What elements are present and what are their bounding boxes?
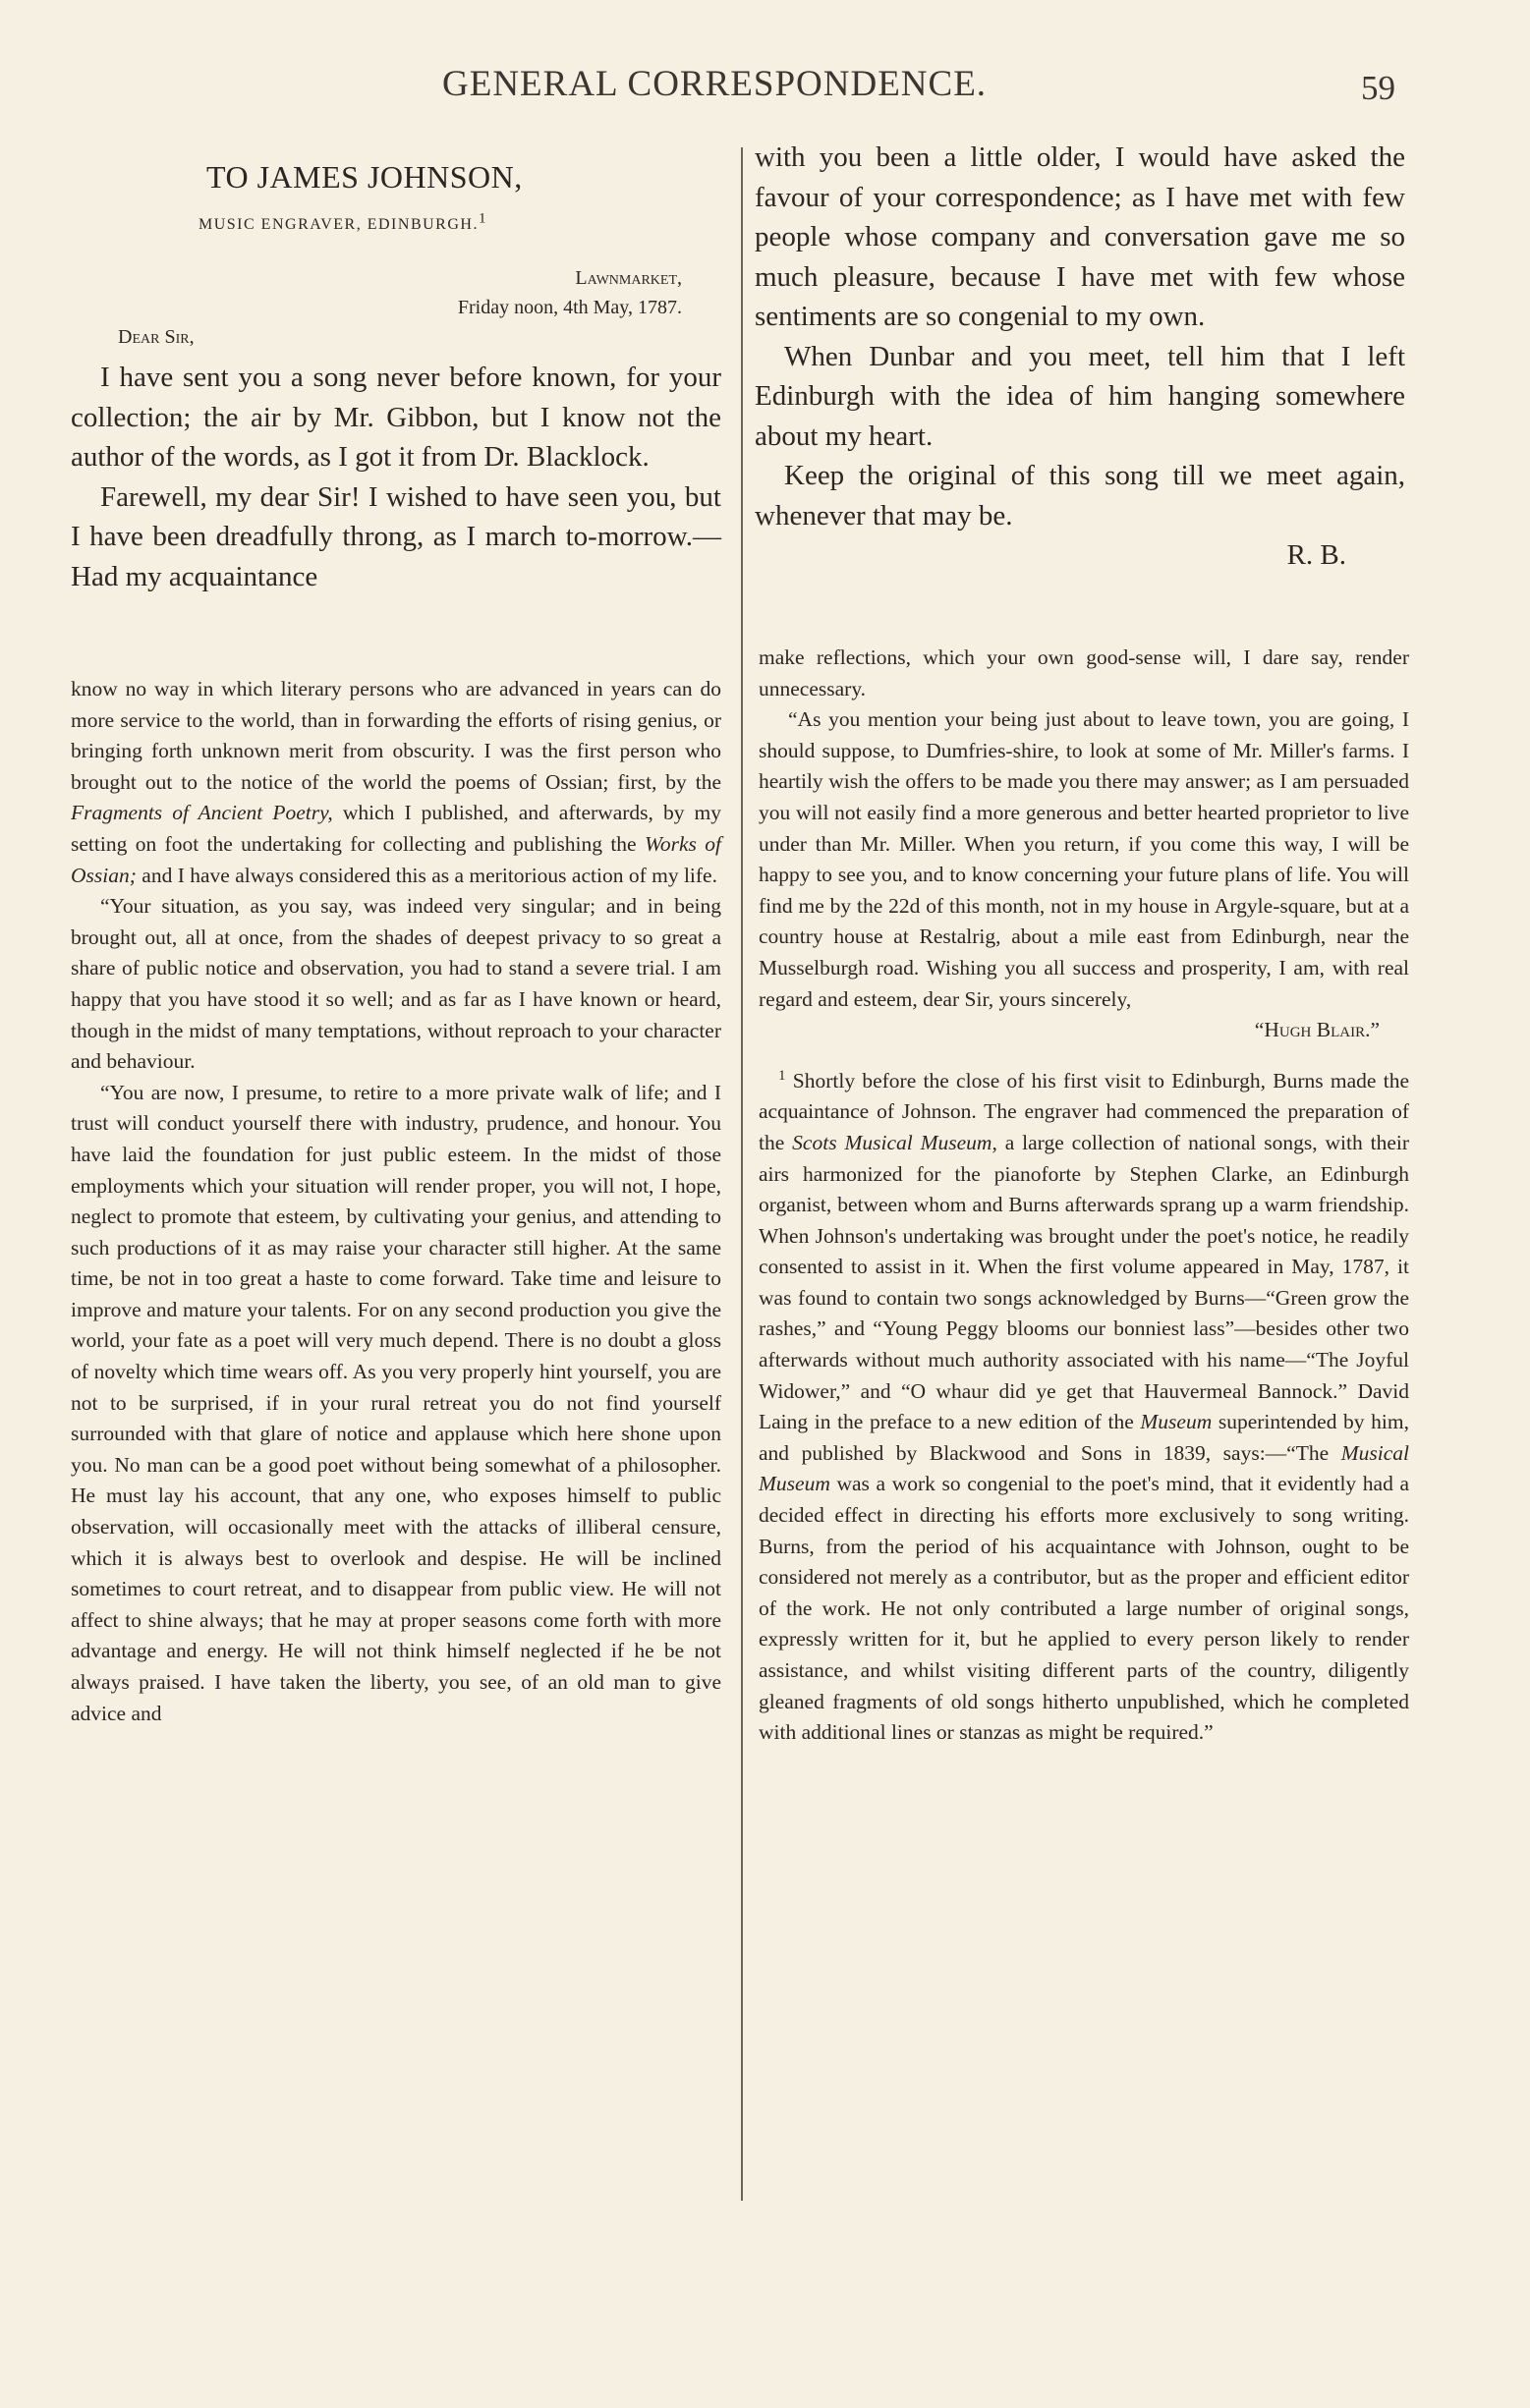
blair-p1-italic-title-2: Works of Ossian; — [71, 831, 721, 887]
footnote-italic-3: Musical Museum — [759, 1440, 1409, 1496]
footnote-reference: 1 — [478, 210, 487, 227]
letter-subtitle — [198, 210, 721, 236]
blair-p1-text-c: and I have always considered this as a meritorious action of my life. — [136, 863, 717, 887]
blair-paragraph-1 — [71, 674, 721, 891]
footnote-italic-1: Scots Musical Museum, — [792, 1130, 997, 1154]
blair-paragraph-3-continued: make reflections, which your own good-sense will, I dare say, render unnecessary. — [759, 645, 1409, 700]
footnote-text-a: Shortly before the close of his first visit to Edinburgh, Burns made the acquaintance of Johnson. The engraver had commenced the preparation of the — [759, 1068, 1409, 1154]
page-number: 59 — [1361, 69, 1395, 107]
blair-p1-italic-title-1: Fragments of Ancient Poetry, — [71, 801, 333, 825]
blair-letter-left — [71, 674, 721, 1729]
footnote-text-d: was a work so congenial to the poet's mind, that it evidently had a decided effect in directing his efforts more exclusively to song writing. Burns, from the period of his acquaintance with Johnson, ought to be considered not merely as a contributor, but as the proper and efficient editor of the work. He not only contributed a large number of original songs, expressly written for it, but he applied to every person likely to render assistance, and whilst visiting different parts of the country, diligently gleaned fragments of old songs hitherto unpublished, which he completed with additional lines or stanzas as might be required.” — [759, 1472, 1409, 1745]
letter-salutation: Dear Sir, — [118, 326, 195, 348]
blair-paragraph-4: “As you mention your being just about to leave town, you are going, I should suppose, to Dumfries-shire, to look at some of Mr. Miller's farms. I heartily wish the offers to be made you there may answer; as I am persuaded you will not easily find a more generous and better hearted proprietor to live under than Mr. Miller. When you return, if you come this way, I will be happy to see you, and to know concerning your future plans of life. You will find me by the 22d of this month, not in my house in Argyle-square, but at a country house at Restalrig, about a mile east from Edinburgh, near the Musselburgh road. Wishing you all success and prosperity, I am, with real regard and esteem, dear Sir, yours sincerely, — [759, 707, 1409, 1011]
letter-paragraph-1: I have sent you a song never before known, for your collection; the air by Mr. Gibbon, but I know not the author of the words, as I got it from Dr. Blacklock. — [71, 362, 721, 473]
letter-paragraph-2-continued: with you been a little older, I would have asked the favour of your correspondence; as I have met with few people whose company and conversation gave me so much pleasure, because I have met with few whose sentiments are so congenial to my own. — [755, 141, 1405, 332]
letter-subtitle-text: MUSIC ENGRAVER, EDINBURGH. — [198, 216, 479, 233]
letter-signoff: R. B. — [1286, 539, 1346, 571]
footnote-marker: 1 — [778, 1067, 786, 1084]
letter-address: Lawnmarket, — [575, 267, 682, 289]
blair-paragraph-2: “Your situation, as you say, was indeed very singular; and in being brought out, all at once, from the shades of deepest privacy to so great a share of public notice and observation, you had to stand a severe trial. I am happy that you have stood it so well; and as far as I have known or heard, though in the midst of many temptations, without reproach to your character and behaviour. — [71, 894, 721, 1074]
footnote-text-b: a large collection of national songs, with their airs harmonized for the pianoforte by Stephen Clarke, an Edinburgh organist, between whom and Burns afterwards sprang up a warm friendship. When Johnson's undertaking was brought under the poet's notice, he readily consented to assist in it. When the first volume appeared in May, 1787, it was found to contain two songs acknowledged by Burns—“Green grow the rashes,” and “Young Peggy blooms our bonniest lass”—besides other two afterwards without much authority associated with his name—“The Joyful Widower,” and “O whaur did ye get that Hauvermeal Bannock.” David Laing in the preface to a new edition of the — [759, 1130, 1409, 1434]
column-divider — [741, 147, 743, 2201]
letter-paragraph-2: Farewell, my dear Sir! I wished to have seen you, but I have been dreadfully throng, as I march to-morrow.—Had my acquaintance — [71, 480, 721, 592]
blair-paragraph-3: “You are now, I presume, to retire to a more private walk of life; and I trust will conduct yourself there with industry, prudence, and honour. You have laid the foundation for just public esteem. In the midst of those employments which your situation will render proper, you will not, I hope, neglect to promote that esteem, by cultivating your genius, and attending to such productions of it as may raise your character still higher. At the same time, be not in too great a haste to come forward. Take time and leisure to improve and mature your talents. For on any second production you give the world, your fate as a poet will very much depend. There is no doubt a gloss of novelty which time wears off. As you very properly hint yourself, you are not to be surprised, if in your rural retreat you do not find yourself surrounded with that glare of notice and applause which here shone upon you. No man can be a good poet without being somewhat of a philosopher. He must lay his account, that any one, who exposes himself to public observation, will occasionally meet with the attacks of illiberal censure, which it is always best to overlook and despise. He will be inclined sometimes to court retreat, and to disappear from public view. He will not affect to shine always; that he may at proper seasons come forth with more advantage and energy. He will not think himself neglected if he be not always praised. I have taken the liberty, you see, of an old man to give advice and — [71, 1080, 721, 1725]
blair-p1-text-a: know no way in which literary persons who are advanced in years can do more service to the world, than in forwarding the efforts of rising genius, or bringing forth unknown merit from obscurity. I was the first person who brought out to the notice of the world the poems of Ossian; first, by the — [71, 677, 721, 794]
blair-letter-right — [759, 643, 1409, 1749]
blair-signature: “Hugh Blair.” — [1254, 1018, 1380, 1042]
running-head — [0, 61, 1530, 120]
letter-paragraph-3: When Dunbar and you meet, tell him that I left Edinburgh with the idea of him hanging somewhere about my heart. — [755, 340, 1405, 452]
footnote-text-c: superintended by him, and published by Blackwood and Sons in 1839, says:—“The — [759, 1410, 1409, 1465]
letter-date: Friday noon, 4th May, 1787. — [457, 297, 682, 318]
blair-p1-text-b: which I published, and afterwards, by my setting on foot the undertaking for collecting and publishing the — [71, 801, 721, 856]
letter-title: TO JAMES JOHNSON, — [206, 159, 523, 195]
letter-left-column — [71, 147, 721, 596]
letter-right-column — [755, 138, 1405, 576]
running-title: GENERAL CORRESPONDENCE. — [442, 64, 988, 104]
letter-paragraph-4: Keep the original of this song till we meet again, whenever that may be. — [755, 460, 1405, 532]
footnote — [759, 1066, 1409, 1749]
footnote-italic-2: Museum — [1140, 1410, 1213, 1434]
